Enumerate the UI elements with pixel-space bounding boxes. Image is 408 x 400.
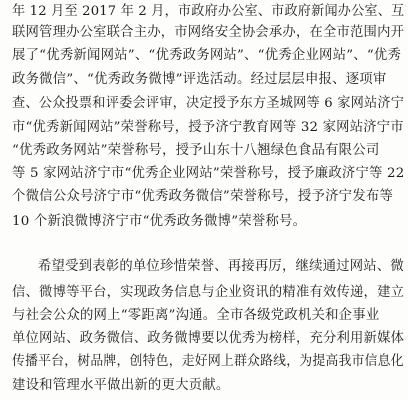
paragraph-2-line-4: 单位网站、政务微信、政务微博要以优秀为榜样，充分利用新媒体 bbox=[12, 331, 405, 346]
paragraph-2-line-1: 希望受到表彰的单位珍惜荣誉、再接再厉，继续通过网站、微 bbox=[38, 259, 404, 274]
paragraph-2-line-3: 与社会公众的网上“零距离”沟通。全市各级党政机关和企事业 bbox=[12, 308, 380, 323]
paragraph-2-line-6: 建设和管理水平做出新的更大贡献。 bbox=[12, 378, 230, 393]
paragraph-1-line-3: 展了“优秀新闻网站”、“优秀政务网站”、“优秀企业网站”、“优秀 bbox=[12, 48, 402, 63]
paragraph-1-line-9: 个微信公众号济宁市“优秀政务微信”荣誉称号，授予济宁发布等 bbox=[12, 189, 394, 204]
paragraph-1-line-4: 政务微信”、“优秀政务微博”评选活动。经过层层申报、逐项审 bbox=[12, 72, 387, 87]
paragraph-2-line-5: 传播平台，树品牌，创特色，走好网上群众路线，为提高我市信息化 bbox=[12, 354, 404, 369]
paragraph-1-line-1: 年 12 月至 2017 年 2 月，市政府办公室、市政府新闻办公室、互 bbox=[12, 4, 405, 19]
paragraph-2-line-2: 信、微博等平台，实现政务信息与企业资讯的精准有效传递，建立 bbox=[12, 285, 405, 300]
paragraph-1-line-10: 10 个新浪微博济宁市“优秀政务微博”荣誉称号。 bbox=[12, 214, 307, 229]
paragraph-1-line-8: 等 5 家网站济宁市“优秀企业网站”荣誉称号，授予廉政济宁等 22 bbox=[12, 166, 405, 181]
paragraph-1-line-5: 查、公众投票和评委会评审，决定授予东方圣城网等 6 家网站济宁 bbox=[12, 96, 405, 111]
paragraph-1-line-2: 联网管理办公室联合主办，市网络安全协会承办，在全市范围内开 bbox=[12, 25, 405, 40]
paragraph-1-line-6: 市“优秀新闻网站”荣誉称号，授予济宁教育网等 32 家网站济宁市 bbox=[12, 120, 404, 135]
paragraph-1-line-7: “优秀政务网站”荣誉称号，授予山东十八翘绿色食品有限公司 bbox=[12, 143, 380, 158]
